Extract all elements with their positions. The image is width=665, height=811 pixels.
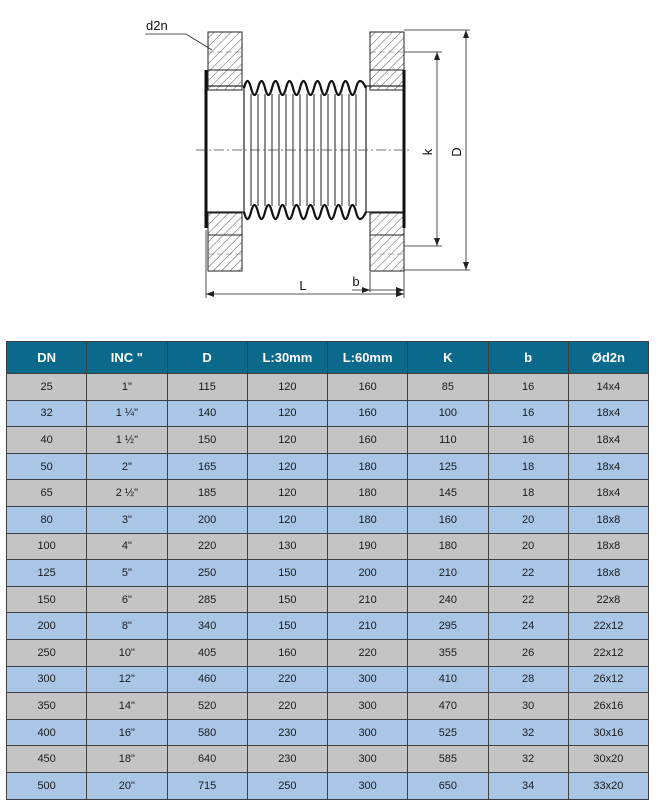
table-cell: 200	[7, 613, 87, 640]
table-cell: 85	[408, 374, 488, 401]
table-cell: 5"	[87, 560, 167, 587]
table-cell: 22x12	[568, 639, 648, 666]
table-row	[7, 506, 649, 533]
table-cell: 18x4	[568, 400, 648, 427]
table-cell: 160	[408, 506, 488, 533]
table-cell: 200	[167, 506, 247, 533]
table-cell: 120	[247, 374, 327, 401]
table-cell: 140	[167, 400, 247, 427]
table-cell: 22	[488, 560, 568, 587]
table-cell: 400	[7, 719, 87, 746]
table-cell: 230	[247, 746, 327, 773]
table-cell: 1"	[87, 374, 167, 401]
table-cell: 150	[7, 586, 87, 613]
table-cell: 300	[328, 772, 408, 799]
table-cell: 210	[328, 586, 408, 613]
table-cell: 180	[408, 533, 488, 560]
table-row	[7, 586, 649, 613]
table-cell: 2"	[87, 453, 167, 480]
table-cell: 18x4	[568, 480, 648, 507]
table-cell: 220	[328, 639, 408, 666]
left-flange-top-section	[208, 70, 242, 90]
table-cell: 115	[167, 374, 247, 401]
table-cell: 150	[247, 586, 327, 613]
table-cell: 25	[7, 374, 87, 401]
table-cell: 585	[408, 746, 488, 773]
column-header-inch: INC "	[87, 342, 167, 374]
table-cell: 160	[328, 427, 408, 454]
table-cell: 100	[408, 400, 488, 427]
table-cell: 32	[488, 719, 568, 746]
table-cell: 22x8	[568, 586, 648, 613]
table-cell: 145	[408, 480, 488, 507]
table-cell: 26x16	[568, 693, 648, 720]
right-flange-bottom-bolt-section	[370, 235, 404, 271]
table-cell: 22	[488, 586, 568, 613]
table-cell: 24	[488, 613, 568, 640]
table-row	[7, 374, 649, 401]
table-cell: 210	[408, 560, 488, 587]
d2n-label: d2n	[146, 18, 168, 33]
L-dimension-label: L	[299, 278, 307, 293]
table-cell: 14x4	[568, 374, 648, 401]
table-row	[7, 453, 649, 480]
table-row	[7, 693, 649, 720]
table-cell: 2 ½"	[87, 480, 167, 507]
table-cell: 18	[488, 453, 568, 480]
column-header-d2n: Ød2n	[568, 342, 648, 374]
table-cell: 18x8	[568, 506, 648, 533]
table-cell: 26	[488, 639, 568, 666]
table-cell: 110	[408, 427, 488, 454]
table-cell: 180	[328, 506, 408, 533]
table-row	[7, 719, 649, 746]
table-cell: 22x12	[568, 613, 648, 640]
table-cell: 300	[328, 666, 408, 693]
table-cell: 300	[328, 746, 408, 773]
table-cell: 30	[488, 693, 568, 720]
table-cell: 18x4	[568, 453, 648, 480]
column-header-d: D	[167, 342, 247, 374]
table-cell: 180	[328, 480, 408, 507]
table-cell: 525	[408, 719, 488, 746]
table-cell: 14"	[87, 693, 167, 720]
table-cell: 230	[247, 719, 327, 746]
right-flange-top-section	[370, 70, 404, 90]
table-cell: 220	[247, 693, 327, 720]
table-cell: 80	[7, 506, 87, 533]
table-cell: 10"	[87, 639, 167, 666]
left-flange-bottom-section	[208, 213, 242, 235]
table-cell: 160	[247, 639, 327, 666]
table-cell: 30x16	[568, 719, 648, 746]
table-cell: 8"	[87, 613, 167, 640]
table-row	[7, 746, 649, 773]
right-flange-top-bolt-section	[370, 32, 404, 70]
table-cell: 12"	[87, 666, 167, 693]
table-cell: 18x8	[568, 560, 648, 587]
table-cell: 300	[328, 693, 408, 720]
table-cell: 250	[7, 639, 87, 666]
table-cell: 16	[488, 374, 568, 401]
table-cell: 470	[408, 693, 488, 720]
table-cell: 210	[328, 613, 408, 640]
table-cell: 26x12	[568, 666, 648, 693]
table-cell: 340	[167, 613, 247, 640]
table-cell: 120	[247, 453, 327, 480]
table-cell: 18x8	[568, 533, 648, 560]
left-flange-bottom-bolt-section	[208, 235, 242, 271]
table-cell: 100	[7, 533, 87, 560]
table-cell: 1 ½"	[87, 427, 167, 454]
table-cell: 185	[167, 480, 247, 507]
table-cell: 355	[408, 639, 488, 666]
table-row	[7, 533, 649, 560]
table-cell: 125	[408, 453, 488, 480]
table-cell: 285	[167, 586, 247, 613]
table-cell: 32	[488, 746, 568, 773]
table-cell: 40	[7, 427, 87, 454]
table-cell: 220	[167, 533, 247, 560]
table-cell: 160	[328, 400, 408, 427]
dimension-lines	[206, 30, 470, 298]
table-cell: 120	[247, 427, 327, 454]
table-cell: 4"	[87, 533, 167, 560]
table-cell: 50	[7, 453, 87, 480]
table-cell: 16"	[87, 719, 167, 746]
table-cell: 450	[7, 746, 87, 773]
table-cell: 500	[7, 772, 87, 799]
table-cell: 120	[247, 506, 327, 533]
table-cell: 410	[408, 666, 488, 693]
table-cell: 20"	[87, 772, 167, 799]
table-cell: 190	[328, 533, 408, 560]
table-row	[7, 427, 649, 454]
table-cell: 120	[247, 400, 327, 427]
table-cell: 150	[247, 613, 327, 640]
left-flange-top-bolt-section	[208, 32, 242, 70]
table-cell: 32	[7, 400, 87, 427]
table-cell: 580	[167, 719, 247, 746]
table-cell: 33x20	[568, 772, 648, 799]
table-cell: 520	[167, 693, 247, 720]
column-header-dn: DN	[7, 342, 87, 374]
table-cell: 130	[247, 533, 327, 560]
table-cell: 300	[328, 719, 408, 746]
table-row	[7, 480, 649, 507]
right-flange-bottom-section	[370, 213, 404, 235]
table-cell: 16	[488, 427, 568, 454]
dimension-arrows	[206, 30, 469, 297]
table-cell: 28	[488, 666, 568, 693]
expansion-joint-drawing	[0, 0, 665, 330]
table-cell: 150	[167, 427, 247, 454]
table-cell: 295	[408, 613, 488, 640]
table-row	[7, 639, 649, 666]
table-cell: 20	[488, 533, 568, 560]
table-cell: 180	[328, 453, 408, 480]
k-dimension-label: k	[420, 148, 435, 156]
table-row	[7, 666, 649, 693]
left-pipe-end	[206, 86, 244, 212]
table-cell: 34	[488, 772, 568, 799]
column-header-b: b	[488, 342, 568, 374]
table-cell: 250	[167, 560, 247, 587]
right-pipe-end	[366, 86, 404, 212]
table-cell: 6"	[87, 586, 167, 613]
table-cell: 125	[7, 560, 87, 587]
table-cell: 20	[488, 506, 568, 533]
table-cell: 18"	[87, 746, 167, 773]
table-cell: 160	[328, 374, 408, 401]
table-cell: 300	[7, 666, 87, 693]
dimensions-table	[6, 341, 649, 800]
table-row	[7, 613, 649, 640]
column-header-l60: L:60mm	[328, 342, 408, 374]
table-cell: 3"	[87, 506, 167, 533]
table-cell: 240	[408, 586, 488, 613]
table-row	[7, 400, 649, 427]
table-cell: 250	[247, 772, 327, 799]
table-cell: 30x20	[568, 746, 648, 773]
table-cell: 18	[488, 480, 568, 507]
table-cell: 350	[7, 693, 87, 720]
table-cell: 120	[247, 480, 327, 507]
table-cell: 18x4	[568, 427, 648, 454]
D-dimension-label: D	[449, 147, 464, 157]
table-cell: 16	[488, 400, 568, 427]
b-dimension-label: b	[352, 274, 360, 289]
table-cell: 200	[328, 560, 408, 587]
table-row	[7, 560, 649, 587]
table-cell: 65	[7, 480, 87, 507]
column-header-l30: L:30mm	[247, 342, 327, 374]
table-cell: 460	[167, 666, 247, 693]
table-cell: 715	[167, 772, 247, 799]
table-cell: 165	[167, 453, 247, 480]
table-cell: 1 ¼"	[87, 400, 167, 427]
table-header-row	[7, 342, 649, 374]
table-row	[7, 772, 649, 799]
table-cell: 405	[167, 639, 247, 666]
table-cell: 220	[247, 666, 327, 693]
d2n-leader-line	[145, 34, 212, 50]
table-cell: 150	[247, 560, 327, 587]
table-cell: 650	[408, 772, 488, 799]
table-cell: 640	[167, 746, 247, 773]
column-header-k: K	[408, 342, 488, 374]
